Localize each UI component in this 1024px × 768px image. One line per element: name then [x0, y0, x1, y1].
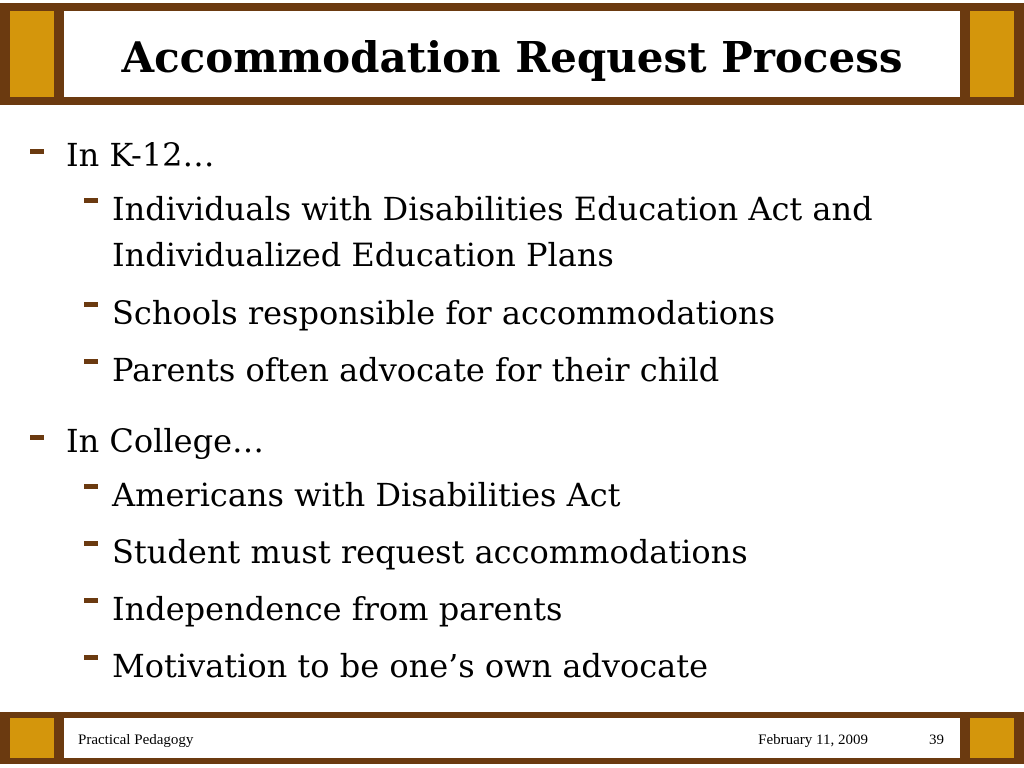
title-band	[0, 3, 1024, 105]
bullet-dash-icon	[84, 541, 98, 546]
slide-title: Accommodation Request Process	[121, 33, 903, 82]
bullet-dash-icon	[84, 359, 98, 364]
footer-left-tab	[10, 718, 54, 758]
footer-panel	[64, 718, 960, 758]
bullet-dash-icon	[84, 598, 98, 603]
title-right-tab	[970, 11, 1014, 97]
footer-date: February 11, 2009	[758, 732, 868, 748]
bullet-text: Schools responsible for accommodations	[112, 294, 775, 332]
bullet-text: Student must request accommodations	[112, 533, 748, 571]
bullet-text: In College…	[66, 422, 264, 460]
footer-right-tab	[970, 718, 1014, 758]
title-left-tab	[10, 11, 54, 97]
footer-band	[0, 712, 1024, 764]
bullet-text: Independence from parents	[112, 590, 563, 628]
bullet-text: Motivation to be one’s own advocate	[112, 647, 709, 685]
bullet-dash-icon	[84, 302, 98, 307]
bullet-text: Individualized Education Plans	[112, 236, 614, 274]
bullet-dash-icon	[84, 655, 98, 660]
bullet-dash-icon	[84, 198, 98, 203]
bullet-dash-icon	[30, 149, 44, 154]
bullet-text: Parents often advocate for their child	[112, 351, 720, 389]
footer-title: Practical Pedagogy	[78, 732, 194, 748]
bullet-text: In K-12…	[66, 136, 215, 174]
slide-number: 39	[929, 732, 944, 748]
bullet-dash-icon	[84, 484, 98, 489]
title-panel	[64, 11, 960, 97]
bullet-dash-icon	[30, 435, 44, 440]
bullet-text: Americans with Disabilities Act	[112, 476, 621, 514]
bullet-text: Individuals with Disabilities Education Act and	[112, 190, 873, 228]
